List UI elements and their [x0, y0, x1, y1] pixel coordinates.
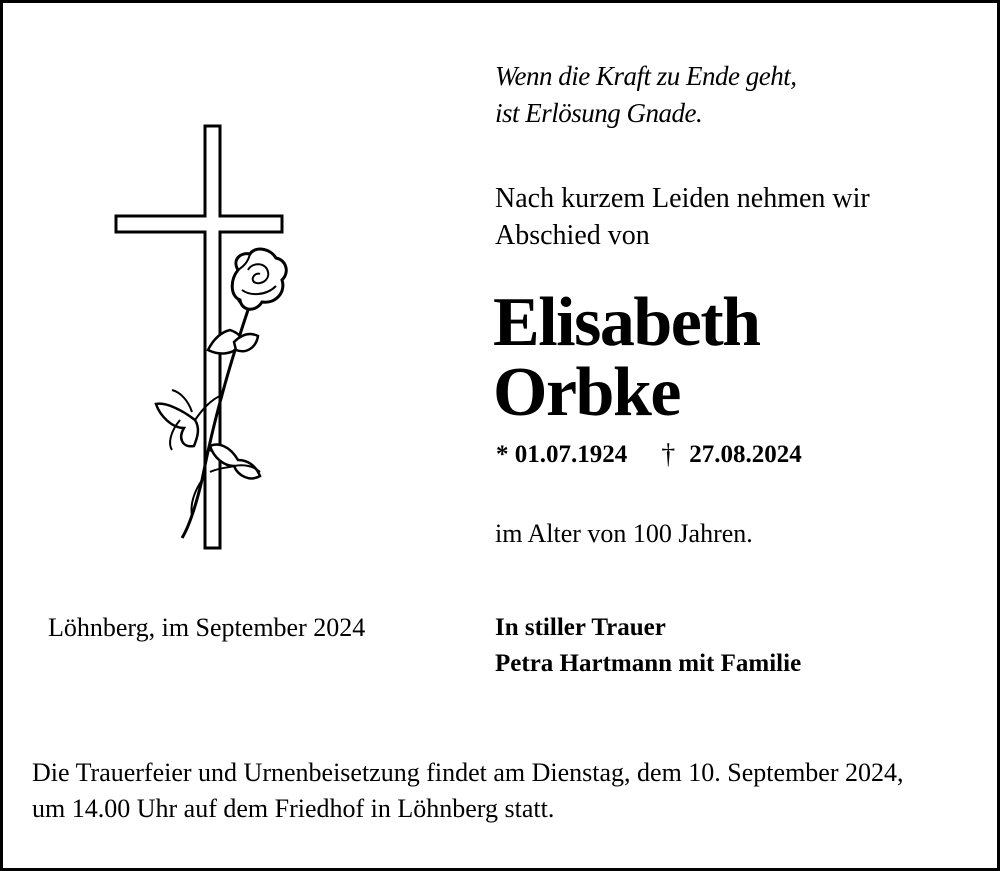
life-dates	[496, 437, 802, 473]
mourners	[495, 610, 801, 682]
intro-text	[495, 180, 870, 254]
quote-line-2: ist Erlösung Gnade.	[495, 98, 703, 128]
mourners-line-2: Petra Hartmann mit Familie	[495, 650, 802, 677]
death-date: 27.08.2024	[689, 441, 802, 468]
birth-symbol: *	[496, 441, 509, 468]
deceased-name	[493, 284, 760, 431]
age-text: im Alter von 100 Jahren.	[495, 519, 753, 548]
intro-line-2: Abschied von	[495, 220, 650, 251]
death-symbol: †	[661, 439, 676, 470]
intro-line-1: Nach kurzem Leiden nehmen wir	[495, 183, 870, 214]
service-line-2: um 14.00 Uhr auf dem Friedhof in Löhnberg statt.	[32, 794, 555, 823]
cross-with-rose-icon	[110, 120, 290, 560]
service-line-1: Die Trauerfeier und Urnenbeisetzung findet am Dienstag, dem 10. September 2024,	[32, 758, 904, 787]
quote	[495, 58, 796, 132]
service-info	[32, 755, 904, 827]
birth-date: 01.07.1924	[514, 441, 628, 468]
first-name: Elisabeth	[493, 284, 760, 361]
quote-line-1: Wenn die Kraft zu Ende geht,	[495, 61, 797, 91]
last-name: Orbke	[493, 354, 680, 431]
mourners-line-1: In stiller Trauer	[495, 614, 666, 641]
place-and-date: Löhnberg, im September 2024	[48, 613, 366, 642]
